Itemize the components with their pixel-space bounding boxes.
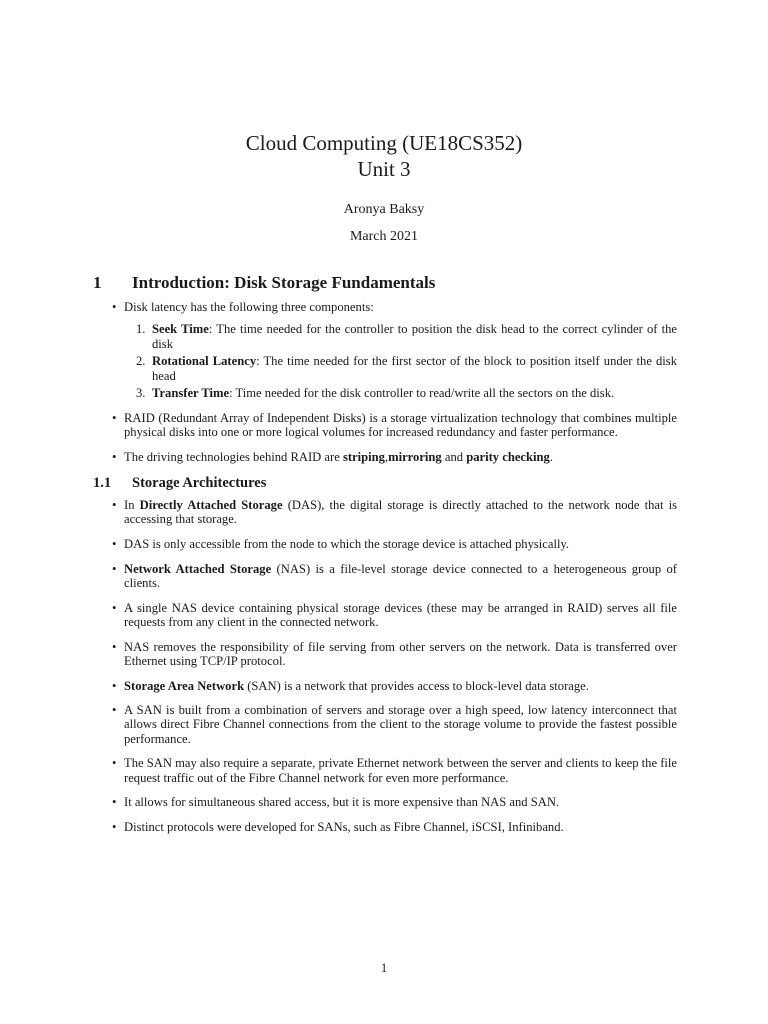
list-item — [124, 450, 677, 464]
title-line-2: Unit 3 — [357, 157, 411, 181]
bullet-text: (SAN) is a network that provides access to block-level data storage. — [244, 678, 589, 693]
list-item — [124, 601, 677, 629]
list-item — [124, 300, 677, 400]
term: parity checking — [466, 449, 550, 464]
date: March 2021 — [349, 229, 419, 244]
list-item — [136, 322, 677, 351]
term: Network Attached Storage — [124, 561, 272, 576]
bullet-text: RAID (Redundant Array of Independent Disks) is a storage virtualization technology that combines multiple physical disks into one or more logical volumes for increased redundancy and faster performance. — [124, 410, 677, 440]
subsection-number: 1.1 — [93, 475, 112, 492]
content — [93, 273, 677, 845]
bullet-text: DAS is only accessible from the node to which the storage device is attached physically. — [124, 537, 570, 552]
term: Seek Time — [152, 322, 209, 337]
author: Aronya Baksy — [343, 202, 425, 217]
section-heading — [93, 273, 677, 292]
bullet-text: The driving technologies behind RAID are — [124, 449, 343, 464]
list-item — [124, 411, 677, 439]
list-item — [124, 498, 677, 526]
bullet-text: Distinct protocols were developed for SANs, such as Fibre Channel, iSCSI, Infiniband. — [124, 819, 564, 834]
list-item — [124, 820, 677, 834]
term: mirroring — [388, 449, 442, 464]
page-number: 1 — [380, 961, 388, 975]
term: striping — [342, 449, 385, 464]
bullet-text: Disk latency has the following three components: — [124, 300, 374, 315]
term: Transfer Time — [152, 386, 230, 401]
bullet-text: It allows for simultaneous shared access, but it is more expensive than NAS and SAN. — [124, 795, 560, 810]
list-item — [136, 354, 677, 383]
item-number: 1. — [136, 322, 146, 337]
list-item — [124, 795, 677, 809]
item-text: : Time needed for the disk controller to read/write all the sectors on the disk. — [229, 386, 615, 401]
item-text: : The time needed for the controller to position the disk head to the correct cylinder of the disk — [152, 322, 677, 351]
bullet-text: and — [441, 449, 467, 464]
bullet-text: . — [549, 449, 553, 464]
latency-components-list — [124, 322, 677, 400]
list-item — [124, 562, 677, 590]
section-number: 1 — [93, 273, 102, 292]
item-number: 3. — [136, 386, 146, 401]
bullet-text: The SAN may also require a separate, private Ethernet network between the server and clients to keep the file request traffic out of the Fibre Channel network for even more performance. — [124, 756, 677, 785]
title-line-1: Cloud Computing (UE18CS352) — [245, 131, 523, 155]
bullet-text: (DAS), the digital storage is directly attached to the network node that is accessing that storage. — [124, 498, 677, 527]
subsection-title: Storage Architectures — [132, 475, 267, 492]
subsection-heading — [93, 476, 677, 490]
bullet-text: (NAS) is a file-level storage device connected to a heterogeneous group of clients. — [124, 561, 677, 591]
subsection-bullets — [93, 498, 677, 834]
term: Rotational Latency — [152, 354, 257, 369]
list-item — [136, 386, 677, 401]
bullet-text: A SAN is built from a combination of servers and storage over a high speed, low latency interconnect that allows direct Fibre Channel connections from the client to the storage volume to provide the fastest possible performance. — [124, 703, 677, 746]
list-item — [124, 756, 677, 784]
item-text: : The time needed for the first sector of the block to position itself under the disk head — [152, 354, 677, 383]
section-bullets — [93, 300, 677, 464]
term: Storage Area Network — [124, 678, 245, 693]
title-block — [0, 130, 768, 245]
term: Directly Attached Storage — [139, 498, 283, 513]
document-title — [0, 130, 768, 182]
list-item — [124, 640, 677, 668]
item-number: 2. — [136, 354, 146, 369]
bullet-text: In — [124, 498, 140, 513]
bullet-text: A single NAS device containing physical storage devices (these may be arranged in RAID) serves all file requests from any client in the connected network. — [124, 600, 677, 629]
list-item — [124, 703, 677, 746]
list-item — [124, 679, 677, 693]
bullet-text: NAS removes the responsibility of file serving from other servers on the network. Data is transferred over Ethernet using TCP/IP protocol. — [124, 639, 677, 668]
separator: , — [384, 449, 389, 464]
section-title: Introduction: Disk Storage Fundamentals — [132, 273, 436, 292]
list-item — [124, 537, 677, 551]
